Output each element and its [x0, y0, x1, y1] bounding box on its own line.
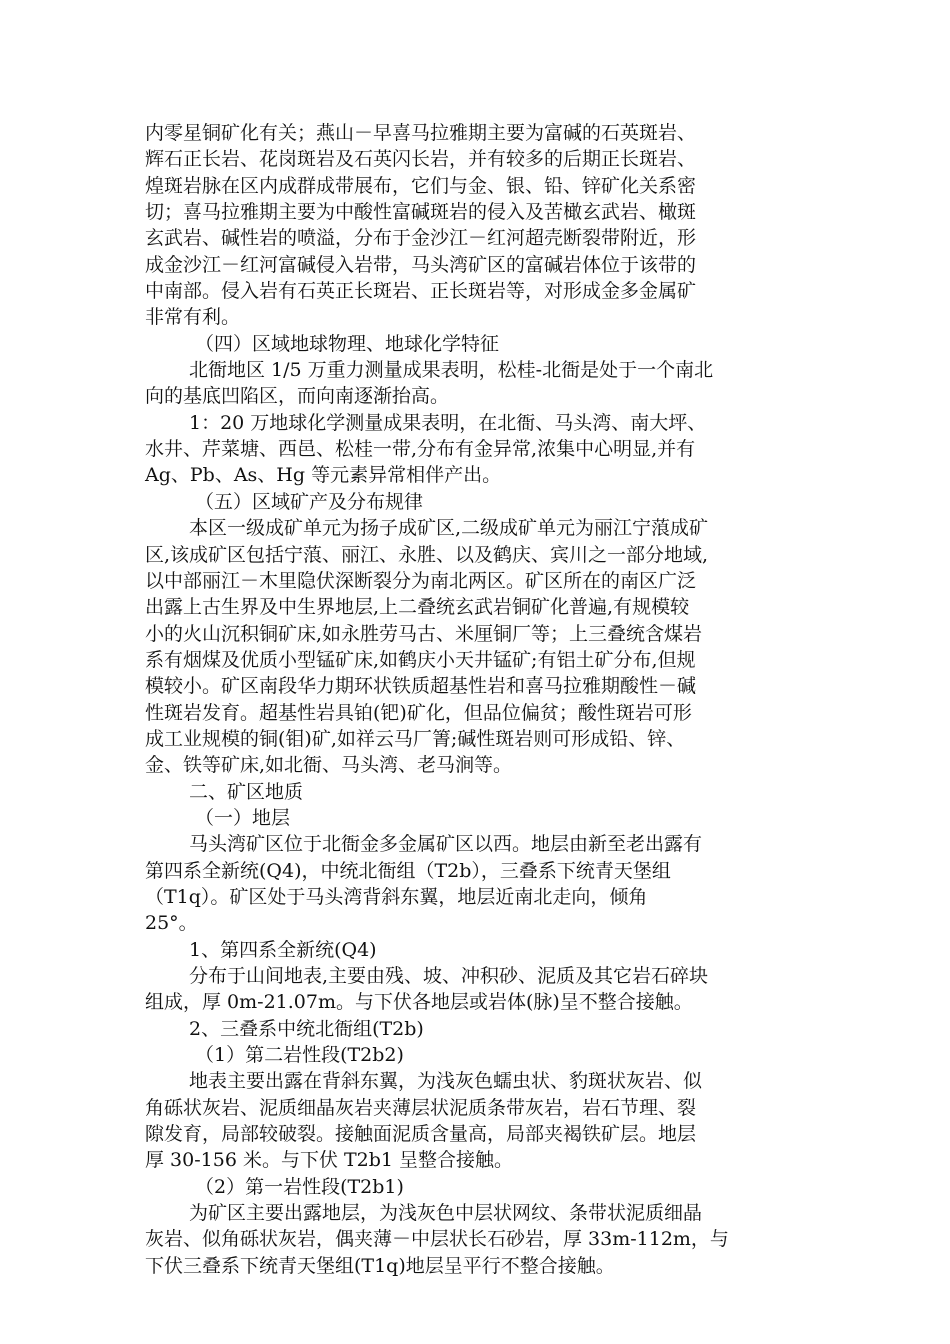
document-body: [145, 120, 805, 1279]
body-line: 25°。: [145, 912, 198, 935]
paragraph-first-line: 马头湾矿区位于北衙金多金属矿区以西。地层由新至老出露有: [189, 833, 703, 856]
paragraph-first-line: 本区一级成矿单元为扬子成矿区,二级成矿单元为丽江宁蒗成矿: [189, 517, 709, 540]
body-line: 切；喜马拉雅期主要为中酸性富碱斑岩的侵入及苦橄玄武岩、橄斑: [145, 201, 697, 224]
body-line: 向的基底凹陷区，而向南逐渐抬高。: [145, 385, 450, 408]
body-line: 煌斑岩脉在区内成群成带展布，它们与金、银、铅、锌矿化关系密: [145, 174, 697, 197]
subsection-heading: 1、第四系全新统(Q4): [189, 938, 377, 961]
body-line: （T1q）。矿区处于马头湾背斜东翼，地层近南北走向，倾角: [145, 885, 648, 908]
body-line: 辉石正长岩、花岗斑岩及石英闪长岩，并有较多的后期正长斑岩、: [145, 148, 697, 171]
paragraph-first-line: 1：20 万地球化学测量成果表明，在北衙、马头湾、南大坪、: [189, 411, 707, 434]
body-line: 以中部丽江－木里隐伏深断裂分为南北两区。矿区所在的南区广泛: [145, 569, 697, 592]
paragraph-first-line: 北衙地区 1/5 万重力测量成果表明，松桂-北衙是处于一个南北: [189, 359, 714, 382]
section-heading: （一）地层: [195, 806, 291, 829]
subsection-heading: （2）第一岩性段(T2b1): [195, 1175, 404, 1198]
body-line: 玄武岩、碱性岩的喷溢，分布于金沙江－红河超壳断裂带附近，形: [145, 227, 697, 250]
paragraph-first-line: 地表主要出露在背斜东翼，为浅灰色蠕虫状、豹斑状灰岩、似: [189, 1070, 703, 1093]
chapter-heading: 二、矿区地质: [189, 780, 304, 803]
section-heading: （五）区域矿产及分布规律: [195, 490, 424, 513]
body-line: 隙发育，局部较破裂。接触面泥质含量高，局部夹褐铁矿层。地层: [145, 1123, 697, 1146]
body-line: 出露上古生界及中生界地层,上二叠统玄武岩铜矿化普遍,有规模较: [145, 596, 690, 619]
body-line: 系有烟煤及优质小型锰矿床,如鹤庆小天井锰矿;有铝土矿分布,但规: [145, 648, 696, 671]
body-line: 成金沙江－红河富碱侵入岩带，马头湾矿区的富碱岩体位于该带的: [145, 253, 697, 276]
body-line: 第四系全新统(Q4)，中统北衙组（T2b），三叠系下统青天堡组: [145, 859, 671, 882]
body-line: 角砾状灰岩、泥质细晶灰岩夹薄层状泥质条带灰岩，岩石节理、裂: [145, 1096, 697, 1119]
body-line: 中南部。侵入岩有石英正长斑岩、正长斑岩等，对形成金多金属矿: [145, 280, 697, 303]
body-line: 下伏三叠系下统青天堡组(T1q)地层呈平行不整合接触。: [145, 1254, 615, 1277]
body-line: 区,该成矿区包括宁蒗、丽江、永胜、以及鹤庆、宾川之一部分地域,: [145, 543, 709, 566]
paragraph-first-line: 分布于山间地表,主要由残、坡、冲积砂、泥质及其它岩石碎块: [189, 965, 709, 987]
body-line: 非常有利。: [145, 306, 241, 329]
body-line: 内零星铜矿化有关；燕山－早喜马拉雅期主要为富碱的石英斑岩、: [145, 122, 697, 144]
body-line: 模较小。矿区南段华力期环状铁质超基性岩和喜马拉雅期酸性－碱: [145, 675, 697, 698]
paragraph-first-line: 为矿区主要出露地层，为浅灰色中层状网纹、条带状泥质细晶: [189, 1202, 703, 1225]
section-heading: （四）区域地球物理、地球化学特征: [195, 332, 500, 355]
body-line: 小的火山沉积铜矿床,如永胜劳马古、米厘铜厂等；上三叠统含煤岩: [145, 622, 703, 645]
body-line: 厚 30-156 米。与下伏 T2b1 呈整合接触。: [145, 1149, 514, 1172]
body-line: 性斑岩发育。超基性岩具铂(钯)矿化，但品位偏贫；酸性斑岩可形: [145, 701, 692, 724]
body-line: 水井、芹菜塘、西邑、松桂一带,分布有金异常,浓集中心明显,并有: [145, 438, 696, 461]
body-line: 灰岩、似角砾状灰岩，偶夹薄－中层状长石砂岩，厚 33m-112m，与: [145, 1228, 729, 1251]
subsection-heading: 2、三叠系中统北衙组(T2b): [189, 1017, 424, 1040]
subsection-heading: （1）第二岩性段(T2b2): [195, 1044, 404, 1067]
body-line: 金、铁等矿床,如北衙、马头湾、老马涧等。: [145, 754, 513, 777]
body-line: Ag、Pb、As、Hg 等元素异常相伴产出。: [145, 464, 502, 487]
body-line: 成工业规模的铜(钼)矿,如祥云马厂箐;碱性斑岩则可形成铅、锌、: [145, 727, 686, 750]
body-line: 组成，厚 0m-21.07m。与下伏各地层或岩体(脉)呈不整合接触。: [145, 991, 693, 1014]
